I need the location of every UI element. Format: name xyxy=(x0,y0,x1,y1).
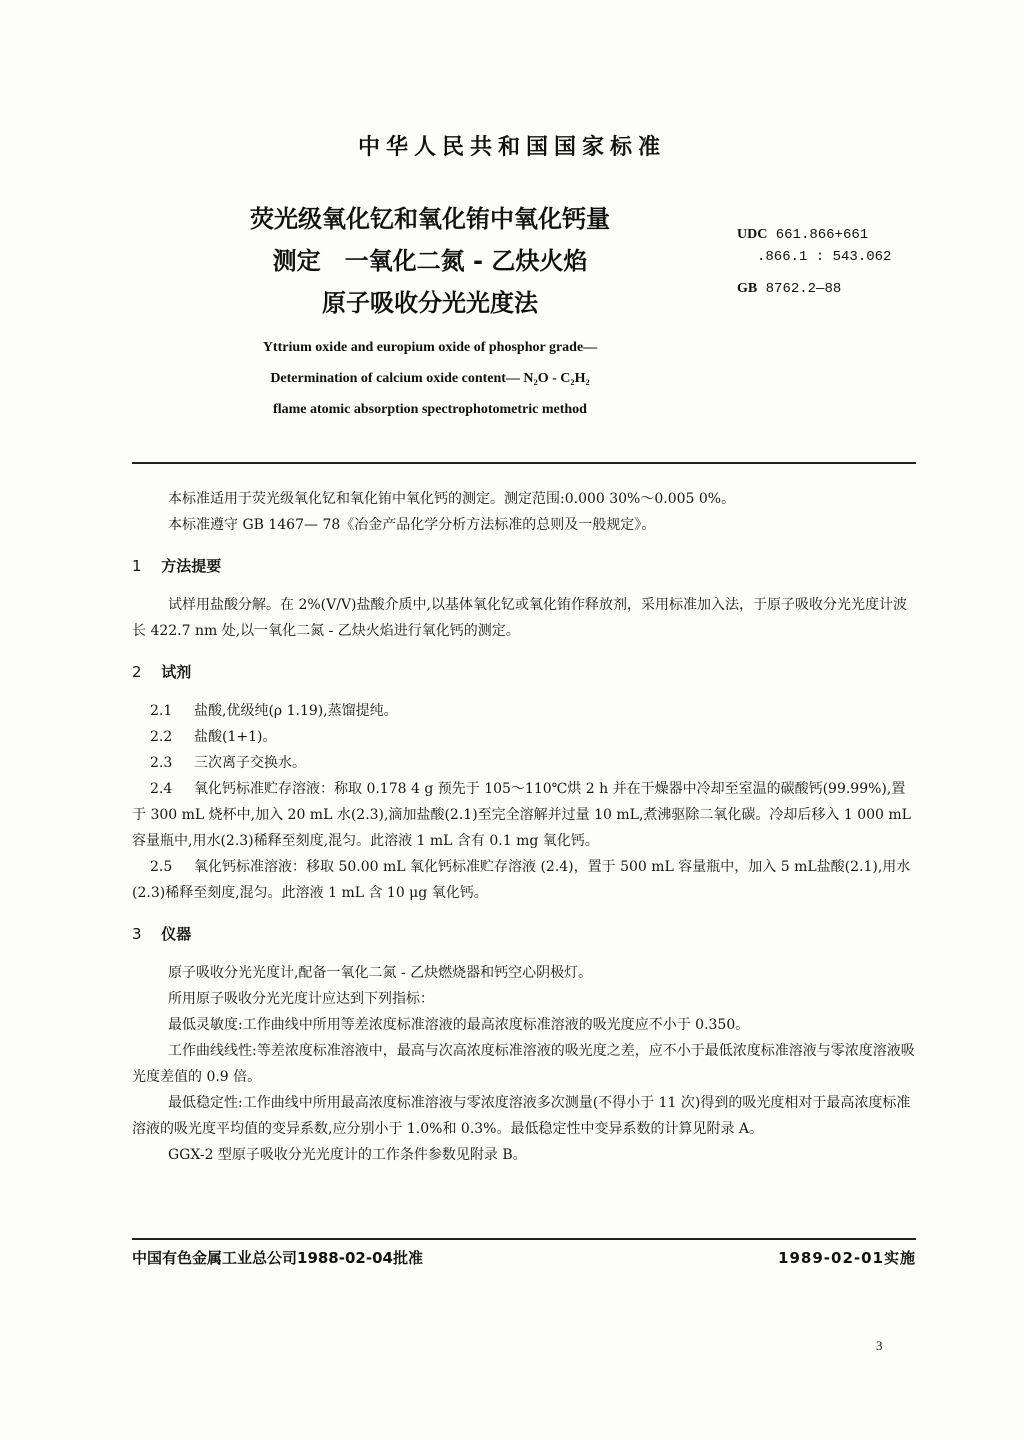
item-number: 2.4 xyxy=(150,781,173,797)
chinese-title-line: 原子吸收分光光度法 xyxy=(322,289,538,317)
section-number: 2 xyxy=(132,663,142,681)
section-number: 1 xyxy=(132,557,142,575)
page-number: 3 xyxy=(876,1338,883,1353)
document-body xyxy=(132,486,918,1168)
instrument-paragraph: 所用原子吸收分光光度计应达到下列指标： xyxy=(168,991,434,1007)
reagent-item xyxy=(132,698,918,724)
section-heading-3 xyxy=(132,924,918,944)
udc-label: UDC xyxy=(737,227,768,242)
section-number: 3 xyxy=(132,925,142,943)
chinese-title-line: 荧光级氧化钇和氧化铕中氧化钙量 xyxy=(250,205,610,233)
reagent-item xyxy=(132,724,918,750)
implementation-date: 1989-02-01实施 xyxy=(778,1249,916,1267)
section-heading-1 xyxy=(132,556,918,576)
footer-divider xyxy=(132,1238,916,1240)
intro-paragraph: 本标准遵守 GB 1467— 78《冶金产品化学分析方法标准的总则及一般规定》。 xyxy=(168,517,656,533)
item-number: 2.1 xyxy=(150,703,173,719)
udc-classification xyxy=(737,224,891,268)
udc-code-line1: 661.866+661 xyxy=(775,227,869,243)
gb-standard-code xyxy=(737,281,841,297)
gb-code: 8762.2—88 xyxy=(765,281,842,297)
item-text: 三次离子交换水。 xyxy=(194,755,306,771)
instrument-paragraph: 原子吸收分光光度计,配备一氧化二氮 - 乙炔燃烧器和钙空心阴极灯。 xyxy=(168,965,593,981)
method-summary-paragraph: 试样用盐酸分解。在 2%(V/V)盐酸介质中,以基体氧化钇或氧化铕作释放剂，采用标准加入法，于原子吸收分光光度计波长 422.7 nm 处,以一氧化二氮 - 乙炔火焰进行氧化钙的测定。 xyxy=(132,597,907,639)
chinese-title-line: 测定 一氧化二氮 - 乙炔火焰 xyxy=(272,247,588,275)
section-heading-2 xyxy=(132,662,918,682)
instrument-paragraph: 最低稳定性:工作曲线中所用最高浓度标准溶液与零浓度溶液多次测量(不得小于 11 次)得到的吸光度相对于最高浓度标准溶液的吸光度平均值的变异系数,应分别小于 1.0%和 0.3%。最低稳定性中变异系数的计算见附录 A。 xyxy=(132,1095,911,1137)
english-title-line: flame atomic absorption spectrophotometric method xyxy=(273,402,587,417)
item-number: 2.2 xyxy=(150,729,173,745)
approval-line: 中国有色金属工业总公司1988-02-04批准 xyxy=(132,1249,423,1267)
intro-paragraph: 本标准适用于荧光级氧化钇和氧化铕中氧化钙的测定。测定范围:0.000 30%～0.005 0%。 xyxy=(168,491,736,507)
udc-code-line2: .866.1 : 543.062 xyxy=(757,249,892,265)
header-divider xyxy=(132,462,916,464)
instrument-paragraph: 工作曲线线性:等差浓度标准溶液中，最高与次高浓度标准溶液的吸光度之差，应不小于最低浓度标准溶液与零浓度溶液吸光度差值的 0.9 倍。 xyxy=(132,1043,915,1085)
national-standard-heading: 中华人民共和国国家标准 xyxy=(357,135,666,160)
chinese-title xyxy=(180,198,680,324)
english-title-line: Determination of calcium oxide content— N₂O - C₂H₂ xyxy=(270,371,590,386)
section-title: 仪器 xyxy=(161,925,192,943)
item-number: 2.3 xyxy=(150,755,173,771)
gb-label: GB xyxy=(737,281,758,296)
english-title xyxy=(130,332,730,425)
item-text: 氧化钙标准贮存溶液：称取 0.178 4 g 预先于 105～110℃烘 2 h 并在干燥器中冷却至室温的碳酸钙(99.99%),置于 300 mL 烧杯中,加入 20 mL 水(2.3),滴加盐酸(2.1)至完全溶解并过量 10 mL,煮沸驱除二氧化碳。冷却后移入 1 000 mL 容量瓶中,用水(2.3)稀释至刻度,混匀。此溶液 1 mL 含有 0.1 mg 氧化钙。 xyxy=(132,781,911,849)
item-text: 盐酸(1+1)。 xyxy=(194,729,277,745)
section-title: 方法提要 xyxy=(161,557,222,575)
reagent-item xyxy=(132,776,918,854)
instrument-paragraph: GGX-2 型原子吸收分光光度计的工作条件参数见附录 B。 xyxy=(168,1147,527,1163)
item-number: 2.5 xyxy=(150,859,173,875)
instrument-paragraph: 最低灵敏度:工作曲线中所用等差浓度标准溶液的最高浓度标准溶液的吸光度应不小于 0.350。 xyxy=(168,1017,750,1033)
reagent-item xyxy=(132,750,918,776)
item-text: 盐酸,优级纯(ρ 1.19),蒸馏提纯。 xyxy=(194,703,398,719)
item-text: 氧化钙标准溶液：移取 50.00 mL 氧化钙标准贮存溶液 (2.4)，置于 500 mL 容量瓶中，加入 5 mL盐酸(2.1),用水(2.3)稀释至刻度,混匀。此溶液 1 mL 含 10 μg 氧化钙。 xyxy=(132,859,911,901)
reagent-item xyxy=(132,854,918,906)
section-title: 试剂 xyxy=(161,663,192,681)
english-title-line: Yttrium oxide and europium oxide of phosphor grade— xyxy=(262,340,598,355)
